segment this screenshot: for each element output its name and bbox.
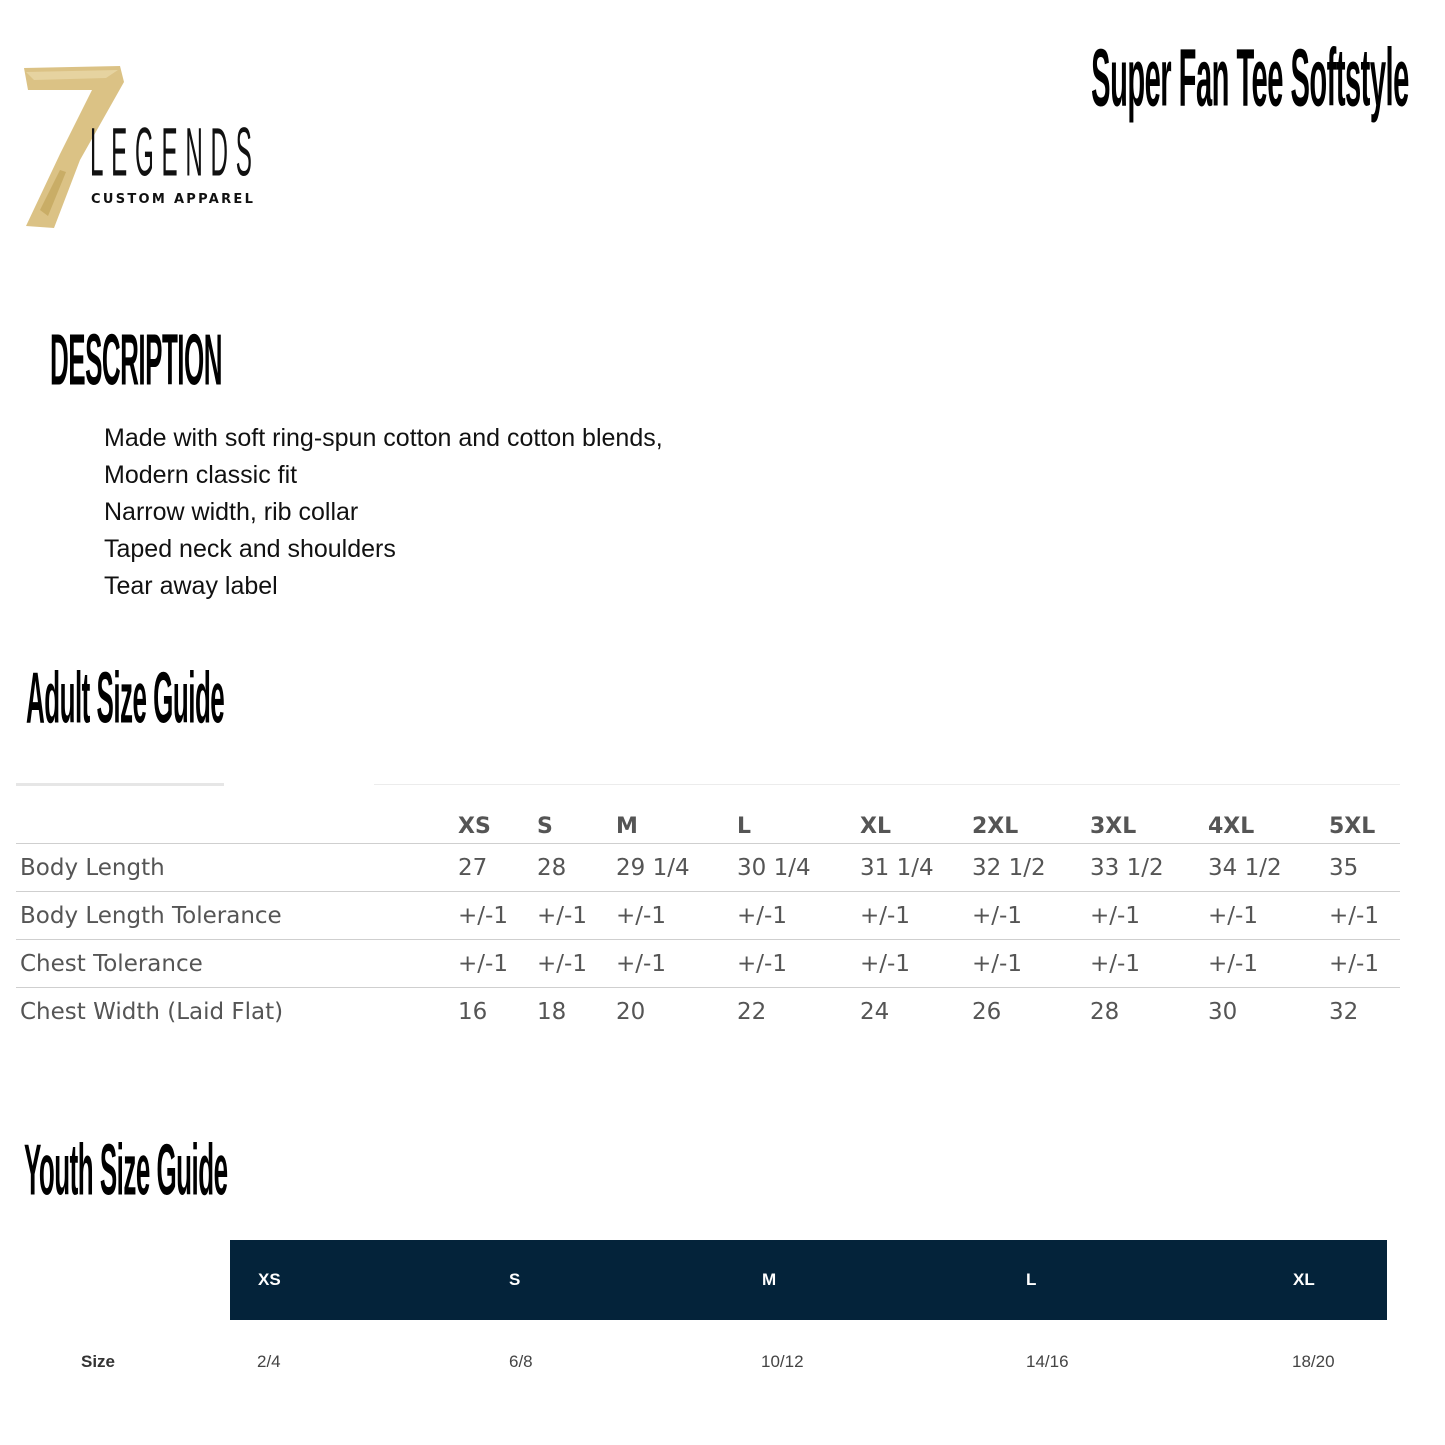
adult-size-table [16, 783, 1400, 1035]
description-item: Modern classic fit [104, 461, 298, 489]
description-item: Narrow width, rib collar [104, 498, 359, 526]
table-cell: 32 1/2 [972, 844, 1090, 892]
table-cell: 30 [1208, 988, 1329, 1036]
adult-col-header: L [737, 814, 752, 839]
table-cell: +/-1 [537, 892, 616, 940]
adult-col-header: 3XL [1090, 814, 1137, 839]
table-cell: +/-1 [1208, 940, 1329, 988]
logo-wordmark [90, 115, 398, 191]
youth-col-header: M [762, 1270, 777, 1289]
table-cell: 28 [1090, 988, 1208, 1036]
youth-col-header: S [509, 1270, 521, 1289]
youth-cell: 2/4 [257, 1352, 281, 1371]
table-cell: 27 [458, 844, 537, 892]
table-cell: +/-1 [458, 892, 537, 940]
row-label: Body Length [16, 844, 458, 892]
table-cell: 18 [537, 988, 616, 1036]
adult-col-header: 5XL [1329, 814, 1376, 839]
youth-cell: 14/16 [1026, 1352, 1069, 1371]
youth-header-bar [230, 1240, 1387, 1320]
table-cell: +/-1 [1208, 892, 1329, 940]
table-cell: +/-1 [860, 940, 972, 988]
logo-word: LEGENDS [90, 115, 260, 191]
youth-col-header: XL [1293, 1270, 1315, 1289]
table-cell: 22 [737, 988, 860, 1036]
logo-subtitle: CUSTOM APPAREL [91, 192, 256, 207]
table-cell: +/-1 [860, 892, 972, 940]
adult-col-header: 4XL [1208, 814, 1255, 839]
table-cell: +/-1 [972, 940, 1090, 988]
table-cell: 35 [1329, 844, 1400, 892]
youth-col-header: L [1026, 1270, 1037, 1289]
table-row [16, 940, 1400, 988]
table-cell: 16 [458, 988, 537, 1036]
youth-cell: 10/12 [761, 1352, 804, 1371]
description-item: Tear away label [104, 572, 278, 600]
adult-col-header: M [616, 814, 638, 839]
adult-col-header: S [537, 814, 553, 839]
adult-header-blank [16, 783, 458, 844]
row-label: Chest Tolerance [16, 940, 458, 988]
table-row [16, 844, 1400, 892]
table-cell: 29 1/4 [616, 844, 737, 892]
table-cell: 28 [537, 844, 616, 892]
table-cell: 20 [616, 988, 737, 1036]
table-cell: 30 1/4 [737, 844, 860, 892]
table-cell: 24 [860, 988, 972, 1036]
table-row [16, 892, 1400, 940]
table-cell: +/-1 [537, 940, 616, 988]
youth-cell: 18/20 [1292, 1352, 1335, 1371]
table-cell: +/-1 [1090, 940, 1208, 988]
table-cell: +/-1 [737, 940, 860, 988]
table-cell: 31 1/4 [860, 844, 972, 892]
table-cell: 34 1/2 [1208, 844, 1329, 892]
page-title [798, 30, 1409, 123]
table-cell: 32 [1329, 988, 1400, 1036]
row-label: Body Length Tolerance [16, 892, 458, 940]
adult-header-row [16, 783, 1400, 844]
table-cell: 33 1/2 [1090, 844, 1208, 892]
description-item: Taped neck and shoulders [104, 535, 396, 563]
adult-col-header: XS [458, 814, 491, 839]
page-title-text: Super Fan Tee Softstyle [1091, 31, 1409, 123]
adult-col-header: XL [860, 814, 891, 839]
adult-heading-text: Adult Size Guide [26, 657, 225, 739]
youth-size-guide-heading [24, 1128, 415, 1211]
description-item: Made with soft ring-spun cotton and cotton blends, [104, 424, 663, 452]
row-label: Chest Width (Laid Flat) [16, 988, 458, 1036]
table-cell: +/-1 [972, 892, 1090, 940]
table-cell: 26 [972, 988, 1090, 1036]
youth-cell: 6/8 [509, 1352, 533, 1371]
table-cell: +/-1 [1090, 892, 1208, 940]
table-cell: +/-1 [616, 892, 737, 940]
description-heading [50, 318, 381, 401]
adult-size-guide-heading [26, 656, 407, 739]
youth-heading-text: Youth Size Guide [24, 1129, 228, 1211]
table-cell: +/-1 [458, 940, 537, 988]
adult-col-header: 2XL [972, 814, 1019, 839]
youth-col-header: XS [258, 1270, 281, 1289]
description-list [104, 420, 663, 605]
table-cell: +/-1 [1329, 940, 1400, 988]
table-row [16, 988, 1400, 1036]
table-cell: +/-1 [737, 892, 860, 940]
table-cell: +/-1 [616, 940, 737, 988]
table-cell: +/-1 [1329, 892, 1400, 940]
description-heading-text: DESCRIPTION [50, 319, 222, 401]
youth-row-label: Size [81, 1352, 116, 1371]
